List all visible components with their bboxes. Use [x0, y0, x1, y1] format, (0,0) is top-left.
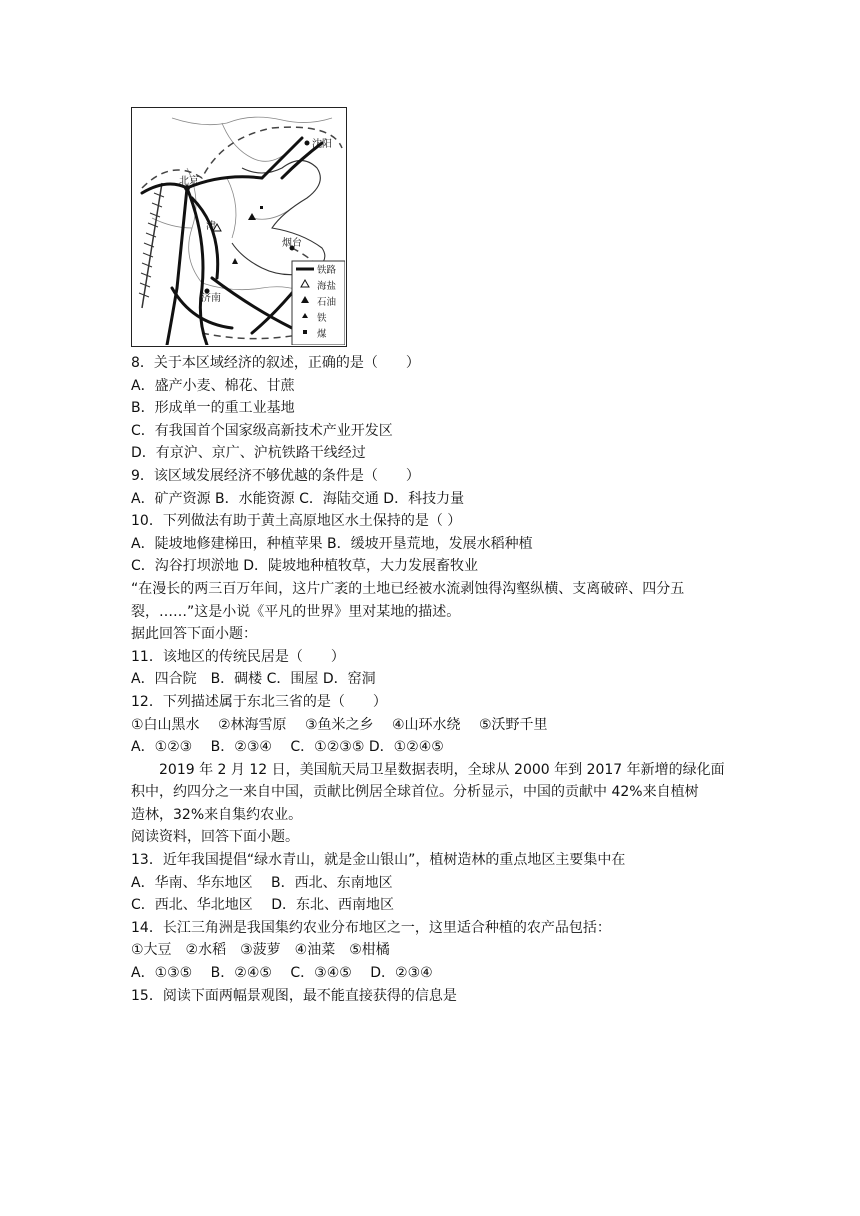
passage2-line4: 阅读资料，回答下面小题。 — [131, 829, 299, 846]
q14-items: ①大豆 ②水稻 ③菠萝 ④油菜 ⑤柑橘 — [131, 942, 390, 959]
passage2-line1: 2019 年 2 月 12 日，美国航天局卫星数据表明，全球从 2000 年到 2017 年新增的绿化面 — [159, 761, 725, 778]
legend-label-iron: 铁 — [317, 313, 327, 324]
q13-stem: 13．近年我国提倡“绿水青山，就是金山银山”，植树造林的重点地区主要集中在 — [131, 852, 626, 869]
q10-options-line2: C．沟谷打坝淤地 D．陡坡地种植牧草，大力发展畜牧业 — [131, 558, 479, 575]
q15-stem: 15．阅读下面两幅景观图，最不能直接获得的信息是 — [131, 987, 457, 1004]
q12-options: A．①②③ B．②③④ C．①②③⑤ D．①②④⑤ — [131, 739, 444, 756]
q10-stem: 10．下列做法有助于黄土高原地区水土保持的是（ ） — [131, 513, 462, 530]
passage1-line1: “在漫长的两三百万年间，这片广袤的土地已经被水流剥蚀得沟壑纵横、支离破碎、四分五 — [131, 580, 685, 597]
legend-label-coal: 煤 — [317, 329, 327, 340]
passage2-line3: 造林，32%来自集约农业。 — [131, 806, 303, 823]
q9-stem: 9．该区域发展经济不够优越的条件是（ ） — [131, 467, 420, 484]
map-label-beijing: 北京 — [179, 176, 199, 187]
q13-options-line2: C．西北、华北地区 D．东北、西南地区 — [131, 897, 395, 914]
map-drawing — [132, 108, 345, 345]
map-label-jinan: 济南 — [201, 293, 221, 304]
question-text — [131, 352, 731, 1007]
region-map — [131, 107, 347, 347]
q12-stem: 12．下列描述属于东北三省的是（ ） — [131, 693, 387, 710]
q14-stem: 14．长江三角洲是我国集约农业分布地区之一，这里适合种植的农产品包括： — [131, 919, 611, 936]
map-label-tianjin: 津 — [206, 221, 216, 232]
q8-option-b: B．形成单一的重工业基地 — [131, 400, 295, 417]
q8-option-c: C．有我国首个国家级高新技术产业开发区 — [131, 422, 393, 439]
q11-stem: 11．该地区的传统民居是（ ） — [131, 648, 345, 665]
map-label-yantai: 烟台 — [282, 238, 302, 249]
q8-option-d: D．有京沪、京广、沪杭铁路干线经过 — [131, 445, 366, 462]
q10-options-line1: A．陡坡地修建梯田，种植苹果 B．缓坡开垦荒地，发展水稻种植 — [131, 535, 533, 552]
q12-items: ①白山黑水 ②林海雪原 ③鱼米之乡 ④山环水绕 ⑤沃野千里 — [131, 716, 548, 733]
legend-label-sea-salt: 海盐 — [317, 281, 337, 292]
passage1-line3: 据此回答下面小题： — [131, 626, 257, 643]
coal-icon — [303, 330, 307, 334]
q11-options: A．四合院 B．碉楼 C．围屋 D．窑洞 — [131, 671, 376, 688]
passage1-line2: 裂，……”这是小说《平凡的世界》里对某地的描述。 — [131, 603, 461, 620]
q13-options-line1: A．华南、华东地区 B．西北、东南地区 — [131, 874, 393, 891]
q9-options: A．矿产资源 B．水能资源 C．海陆交通 D．科技力量 — [131, 490, 465, 507]
passage2-line2: 积中，约四分之一来自中国，贡献比例居全球首位。分析显示，中国的贡献中 42%来自植树 — [131, 784, 699, 801]
q8-option-a: A．盛产小麦、棉花、甘蔗 — [131, 377, 295, 394]
map-label-shenyang: 沈阳 — [312, 139, 332, 150]
legend-label-railway: 铁路 — [317, 265, 337, 276]
legend-label-oil: 石油 — [317, 297, 337, 308]
q8-stem: 8．关于本区域经济的叙述，正确的是（ ） — [131, 355, 420, 371]
q14-options: A．①③⑤ B．②④⑤ C．③④⑤ D．②③④ — [131, 965, 433, 982]
map-legend — [292, 261, 345, 345]
